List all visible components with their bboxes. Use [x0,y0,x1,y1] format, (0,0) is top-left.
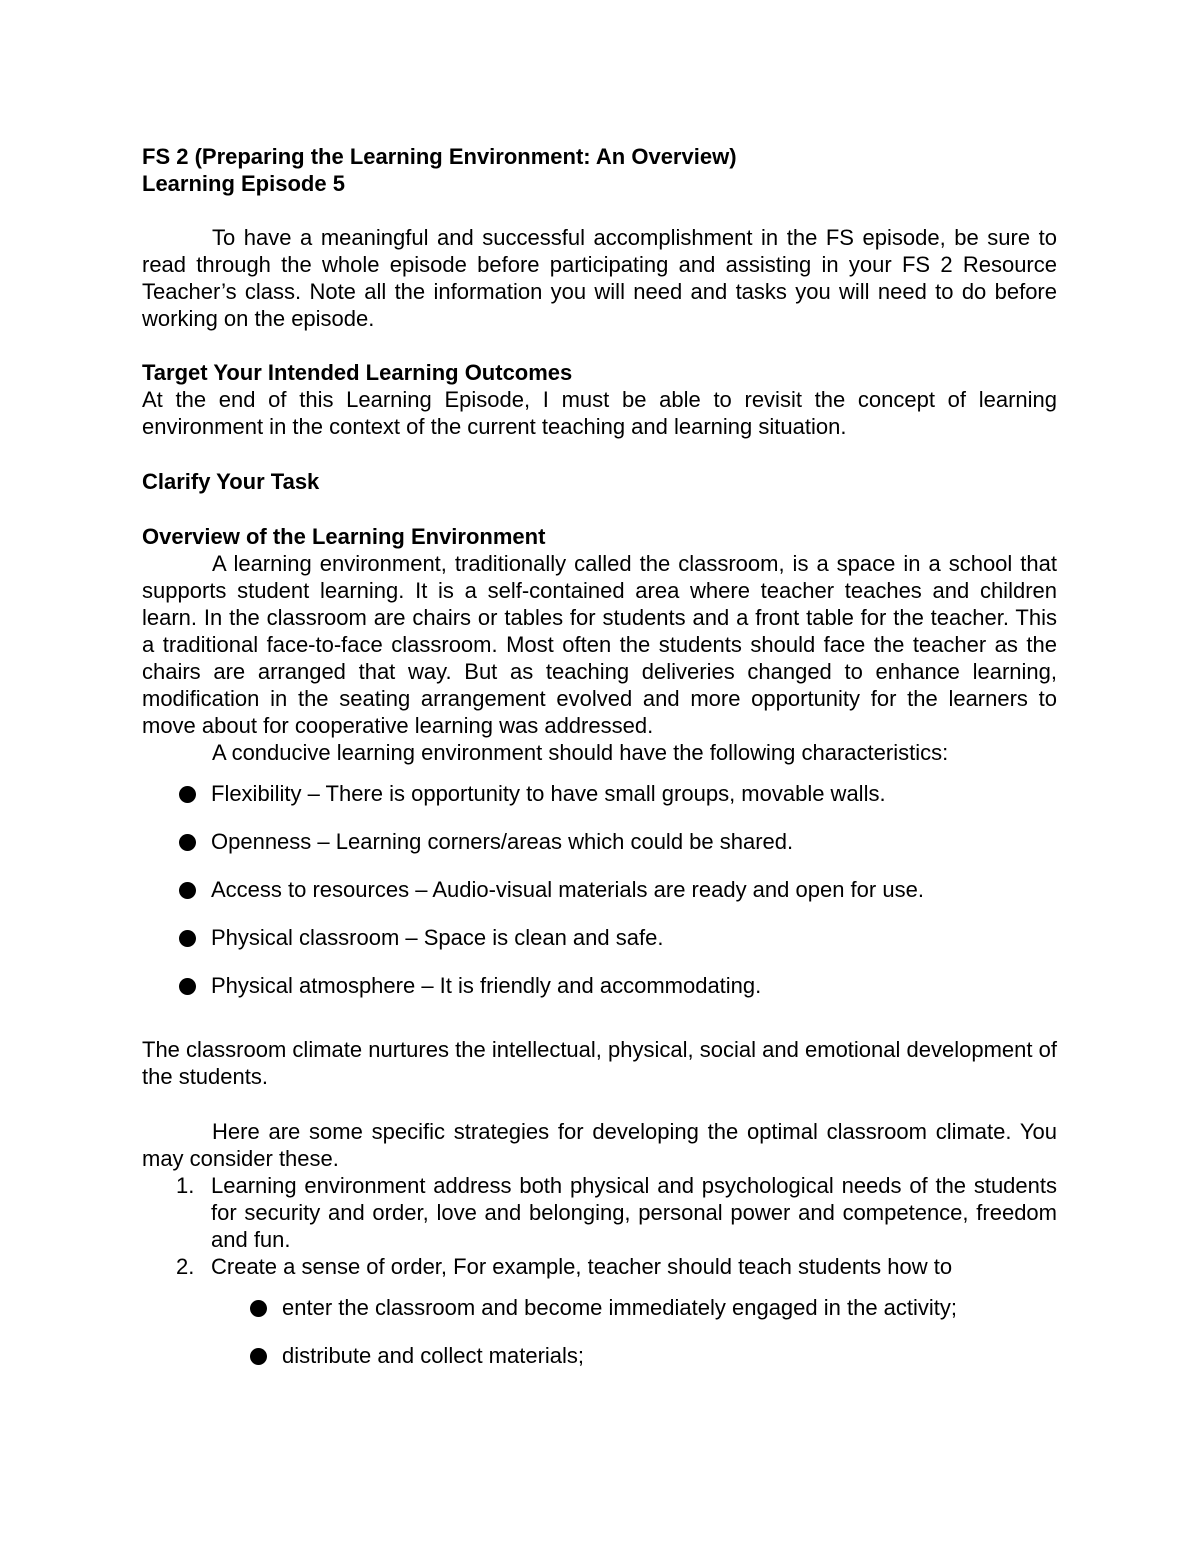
order-sub-list [142,1294,1057,1369]
bullet-icon [250,1300,267,1317]
list-item-text: Learning environment address both physical and psychological needs of the students for security and order, love and belonging, personal power and competence, freedom and fun. [211,1173,1057,1252]
item-number: 2. [176,1254,195,1279]
list-item-text: enter the classroom and become immediately engaged in the activity; [282,1295,958,1320]
document-title: FS 2 (Preparing the Learning Environment: An Overview) [142,144,737,169]
list-item-text: Access to resources – Audio-visual materials are ready and open for use. [211,877,924,902]
bullet-icon [250,1348,267,1365]
spacer [142,1090,1057,1118]
list-item [142,1342,1057,1369]
list-item-text: Physical classroom – Space is clean and safe. [211,925,664,950]
strategies-intro: Here are some specific strategies for developing the optimal classroom climate. You may consider these. [142,1119,1057,1171]
list-item-text: distribute and collect materials; [282,1343,585,1368]
list-item [142,876,1057,903]
spacer [142,495,1057,523]
list-item [142,924,1057,951]
outcomes-heading: Target Your Intended Learning Outcomes [142,360,573,385]
episode-label: Learning Episode 5 [142,171,345,196]
intro-paragraph: To have a meaningful and successful accomplishment in the FS episode, be sure to read through the whole episode before participating and assisting in your FS 2 Resource Teacher’s class. Note all the information you will need and tasks you will need to do before working on the episode. [142,225,1057,331]
item-number: 1. [176,1173,195,1198]
spacer [142,1020,1057,1036]
characteristics-list [142,780,1057,999]
bullet-icon [179,978,196,995]
spacer [142,440,1057,468]
list-item-text: Physical atmosphere – It is friendly and accommodating. [211,973,762,998]
spacer [142,197,1057,224]
overview-paragraph: A learning environment, traditionally called the classroom, is a space in a school that supports student learning. It is a self-contained area where teacher teaches and children learn. In the classroom are chairs or tables for students and a front table for the teacher. This a traditional face-to-face classroom. Most often the students should face the teacher as the chairs are arranged that way. But as teaching deliveries changed to enhance learning, modification in the seating arrangement evolved and more opportunity for the learners to move about for cooperative learning was addressed. [142,551,1057,738]
climate-paragraph: The classroom climate nurtures the intellectual, physical, social and emotional development of the students. [142,1037,1057,1089]
list-item [142,1294,1057,1321]
outcomes-text: At the end of this Learning Episode, I must be able to revisit the concept of learning environment in the context of the current teaching and learning situation. [142,387,1057,439]
spacer [142,332,1057,359]
list-item-text: Openness – Learning corners/areas which could be shared. [211,829,794,854]
characteristics-intro: A conducive learning environment should have the following characteristics: [212,740,949,765]
list-item [142,780,1057,807]
list-item-text: Create a sense of order, For example, teacher should teach students how to [211,1254,953,1279]
clarify-heading: Clarify Your Task [142,469,320,494]
bullet-icon [179,834,196,851]
list-item-text: Flexibility – There is opportunity to have small groups, movable walls. [211,781,886,806]
strategies-list [142,1172,1057,1280]
list-item [142,1172,1057,1253]
list-item [142,828,1057,855]
bullet-icon [179,786,196,803]
bullet-icon [179,930,196,947]
list-item [142,972,1057,999]
bullet-icon [179,882,196,899]
list-item [142,1253,1057,1280]
overview-heading: Overview of the Learning Environment [142,524,546,549]
